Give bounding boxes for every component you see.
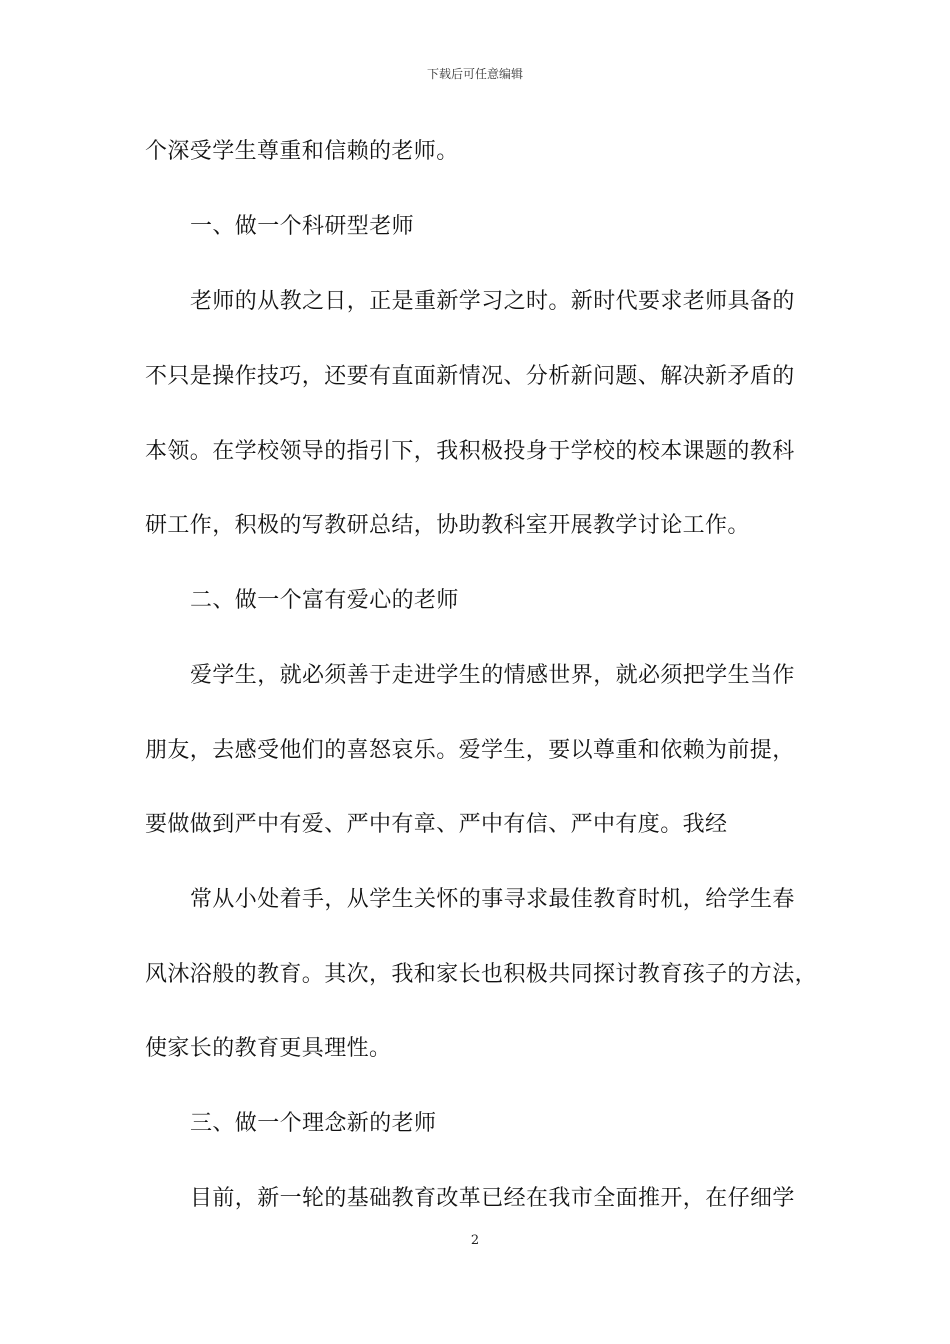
section-heading: 二、做一个富有爱心的老师 (190, 588, 459, 613)
body-line: 本领。在学校领导的指引下，我积极投身于学校的校本课题的教科 (145, 439, 795, 464)
page-header: 下载后可任意编辑 (426, 67, 523, 81)
body-line: 使家长的教育更具理性。 (145, 1036, 392, 1061)
section-heading: 三、做一个理念新的老师 (190, 1111, 437, 1136)
body-line: 常从小处着手，从学生关怀的事寻求最佳教育时机，给学生春 (190, 887, 795, 912)
body-line: 朋友，去感受他们的喜怒哀乐。爱学生，要以尊重和依赖为前提， (145, 738, 795, 763)
body-line: 爱学生，就必须善于走进学生的情感世界，就必须把学生当作 (190, 663, 795, 688)
body-line: 老师的从教之日，正是重新学习之时。新时代要求老师具备的 (190, 289, 795, 314)
section-heading: 一、做一个科研型老师 (190, 214, 415, 239)
body-line: 研工作，积极的写教研总结，协助教科室开展教学讨论工作。 (145, 513, 750, 538)
page-number: 2 (470, 1233, 480, 1248)
body-line: 目前，新一轮的基础教育改革已经在我市全面推开，在仔细学 (190, 1186, 795, 1211)
body-line: 个深受学生尊重和信赖的老师。 (145, 139, 459, 164)
body-line: 不只是操作技巧，还要有直面新情况、分析新问题、解决新矛盾的 (145, 364, 795, 389)
body-line: 风沐浴般的教育。其次，我和家长也积极共同探讨教育孩子的方法， (145, 962, 818, 987)
body-line: 要做做到严中有爱、严中有章、严中有信、严中有度。我经 (145, 812, 728, 837)
